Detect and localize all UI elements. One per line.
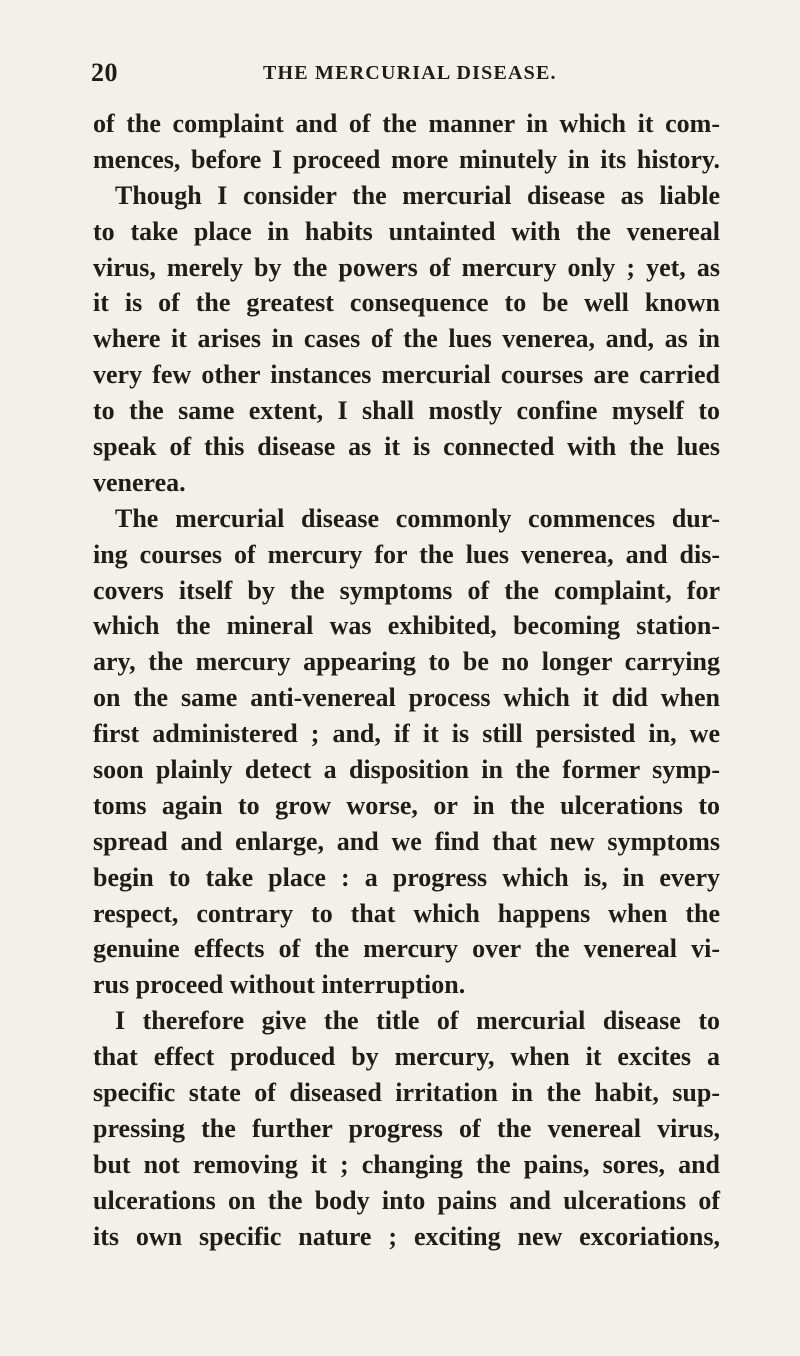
text-line: The mercurial disease commonly commences dur- xyxy=(115,503,720,533)
text-line: soon plainly detect a disposition in the former symp- xyxy=(93,755,720,785)
text-line: to the same extent, I shall mostly confine myself to xyxy=(93,396,720,426)
text-line: ulcerations on the body into pains and ulcerations of xyxy=(93,1185,720,1215)
text-line: ing courses of mercury for the lues venerea, and dis- xyxy=(93,539,720,569)
text-line: begin to take place : a progress which is, in every xyxy=(93,862,720,892)
text-line: I therefore give the title of mercurial disease to xyxy=(115,1006,720,1036)
text-line: ary, the mercury appearing to be no longer carrying xyxy=(93,647,720,677)
text-line: rus proceed without interruption. xyxy=(93,970,466,1000)
text-line: speak of this disease as it is connected with the lues xyxy=(93,432,720,462)
text-line: genuine effects of the mercury over the venereal vi- xyxy=(93,934,720,964)
text-line: virus, merely by the powers of mercury only ; yet, as xyxy=(93,252,720,282)
text-line: toms again to grow worse, or in the ulcerations to xyxy=(93,790,720,820)
page-number: 20 xyxy=(91,58,118,87)
text-line: that effect produced by mercury, when it excites a xyxy=(93,1042,720,1072)
running-title: THE MERCURIAL DISEASE. xyxy=(263,62,557,84)
text-line: pressing the further progress of the venereal virus, xyxy=(93,1113,720,1143)
text-line: on the same anti-venereal process which it did when xyxy=(93,683,720,713)
text-line: spread and enlarge, and we find that new symptoms xyxy=(93,826,720,856)
text-line: where it arises in cases of the lues venerea, and, as in xyxy=(93,324,720,354)
text-line: very few other instances mercurial courses are carried xyxy=(93,360,720,390)
text-line: mences, before I proceed more minutely in its history. xyxy=(93,144,720,174)
text-line: its own specific nature ; exciting new excoriations, xyxy=(93,1221,720,1251)
text-line: of the complaint and of the manner in which it com- xyxy=(93,109,720,138)
text-line: covers itself by the symptoms of the complaint, for xyxy=(93,575,720,605)
text-line: specific state of diseased irritation in the habit, sup- xyxy=(93,1078,720,1108)
text-line: to take place in habits untainted with the venereal xyxy=(93,216,720,246)
text-line: first administered ; and, if it is still persisted in, we xyxy=(93,719,720,749)
text-line: venerea. xyxy=(93,467,186,497)
text-line: Though I consider the mercurial disease as liable xyxy=(115,180,720,210)
body-text xyxy=(93,106,720,1255)
text-line: respect, contrary to that which happens when the xyxy=(93,898,720,928)
text-line: it is of the greatest consequence to be well known xyxy=(93,288,720,318)
text-line: but not removing it ; changing the pains, sores, and xyxy=(93,1149,720,1179)
text-line: which the mineral was exhibited, becoming station- xyxy=(93,611,720,641)
page-header xyxy=(93,50,728,90)
